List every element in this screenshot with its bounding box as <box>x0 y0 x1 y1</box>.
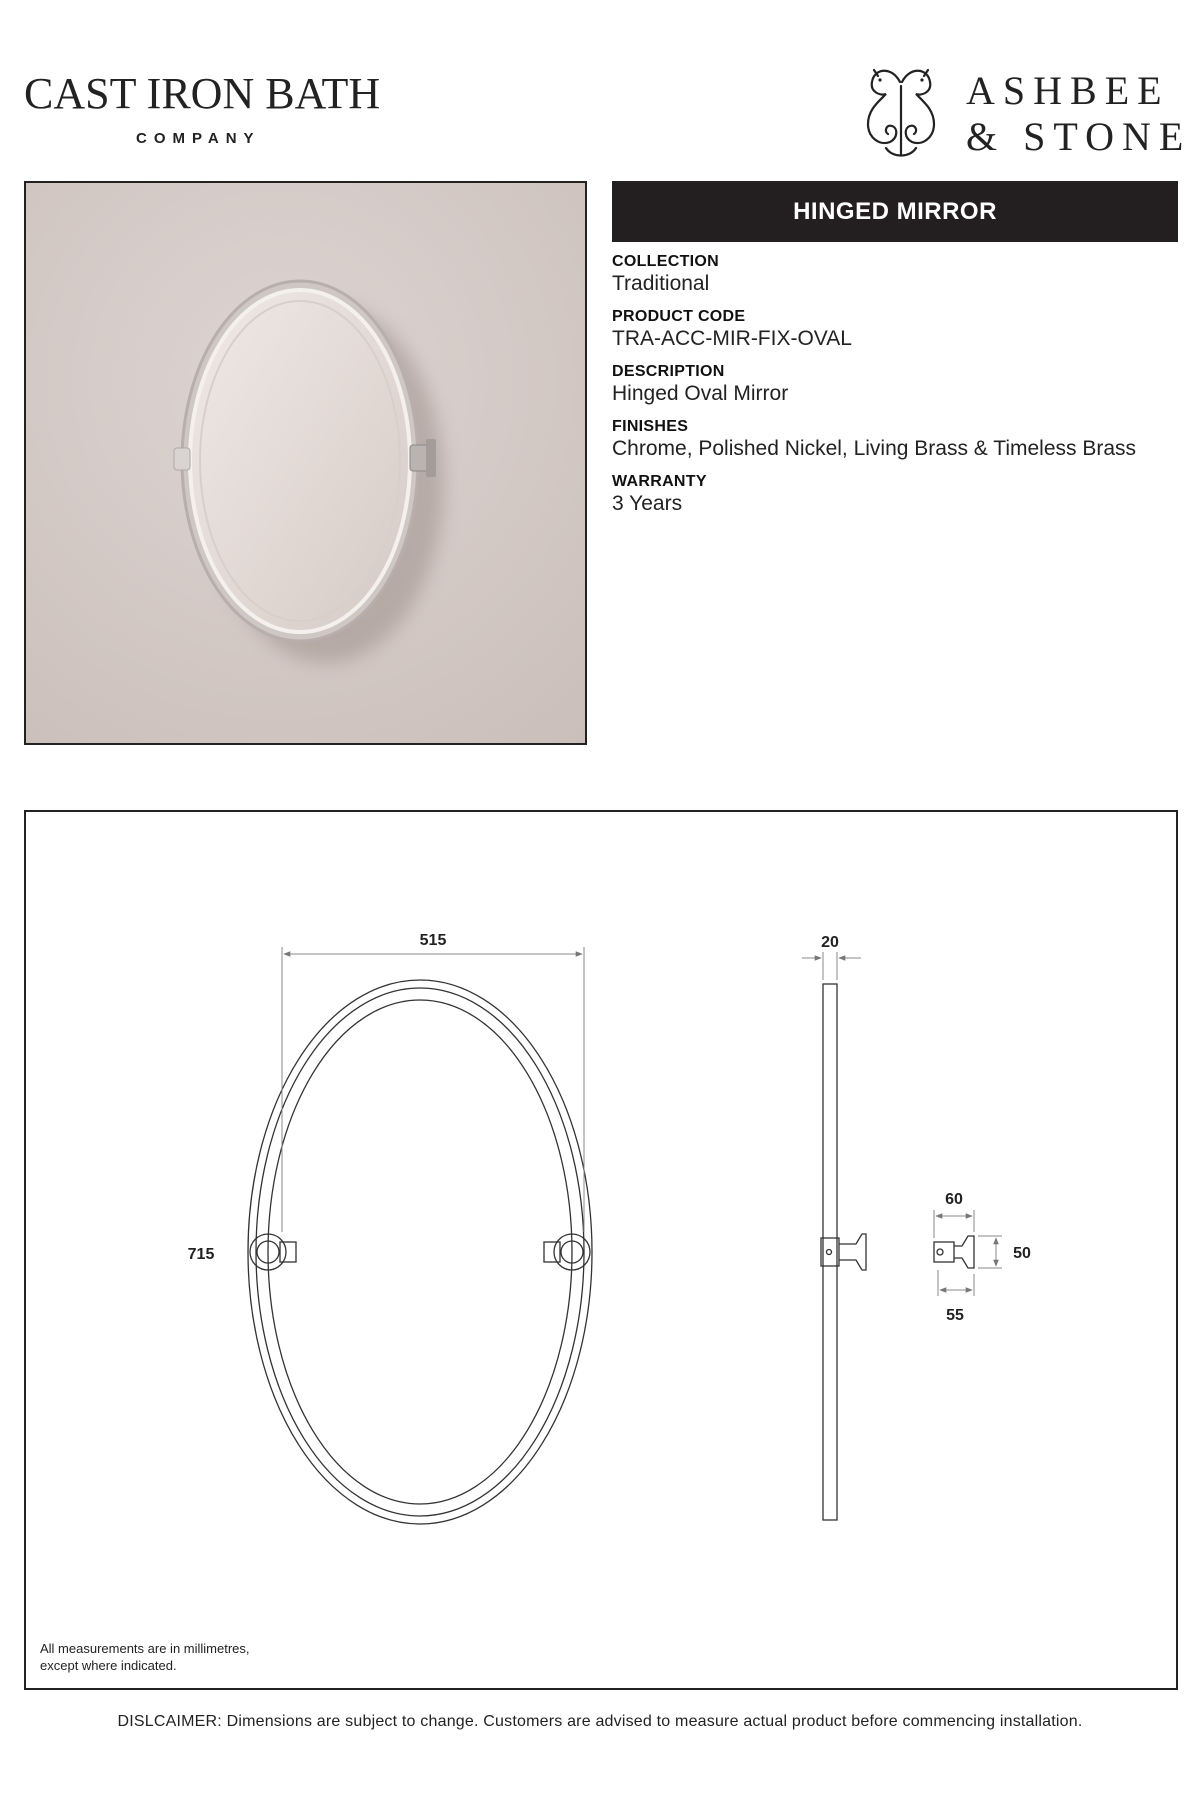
dim-bracket-height-label: 50 <box>1013 1245 1031 1262</box>
brand-name: CAST IRON BATH <box>24 69 381 118</box>
drawing-canvas <box>26 812 1176 1688</box>
measurement-note <box>40 1640 250 1674</box>
seahorse-logo-icon <box>856 62 946 162</box>
spec-description <box>612 362 1178 405</box>
side-view <box>821 984 866 1520</box>
spec-label: COLLECTION <box>612 253 719 270</box>
bracket-detail <box>934 1236 974 1268</box>
right-bracket <box>544 1234 590 1270</box>
spec-product-code <box>612 307 1178 350</box>
spec-value: Chrome, Polished Nickel, Living Brass & Timeless Brass <box>612 437 1137 460</box>
dim-height-label: 715 <box>187 1246 215 1263</box>
spec-warranty <box>612 472 1178 515</box>
spec-label: FINISHES <box>612 418 689 435</box>
spec-value: Hinged Oval Mirror <box>612 382 789 405</box>
note-line: All measurements are in millimetres, <box>40 1641 250 1656</box>
product-title: HINGED MIRROR <box>612 181 1178 242</box>
cast-iron-bath-logo <box>24 69 404 147</box>
brand-right-line2: & STONE <box>966 114 1192 159</box>
product-photo <box>24 181 587 745</box>
dim-depth-label: 20 <box>821 934 839 951</box>
spec-value: Traditional <box>612 272 710 295</box>
spec-label: PRODUCT CODE <box>612 308 746 325</box>
spec-label: DESCRIPTION <box>612 363 725 380</box>
mirror-outer-frame <box>248 980 592 1524</box>
dim-bracket-width-label: 55 <box>946 1307 964 1324</box>
spec-label: WARRANTY <box>612 473 707 490</box>
ashbee-stone-logo <box>856 62 1192 162</box>
spec-collection <box>612 252 1178 295</box>
spec-value: TRA-ACC-MIR-FIX-OVAL <box>612 327 852 350</box>
spec-panel <box>612 181 1178 527</box>
disclaimer: DISLCAIMER: Dimensions are subject to change. Customers are advised to measure actual product before commencing installation. <box>117 1713 1083 1730</box>
dim-bracket-depth-label: 60 <box>945 1191 963 1208</box>
mirror-frame-inner <box>256 988 584 1516</box>
technical-drawing <box>24 810 1178 1690</box>
mirror-glass-edge <box>268 1000 572 1504</box>
spec-finishes <box>612 417 1178 460</box>
brand-subtitle: COMPANY <box>136 130 261 147</box>
left-bracket <box>250 1234 296 1270</box>
dim-width-label: 515 <box>419 932 447 949</box>
note-line: except where indicated. <box>40 1658 177 1673</box>
spec-value: 3 Years <box>612 492 683 515</box>
brand-right-line1: ASHBEE <box>966 68 1170 113</box>
